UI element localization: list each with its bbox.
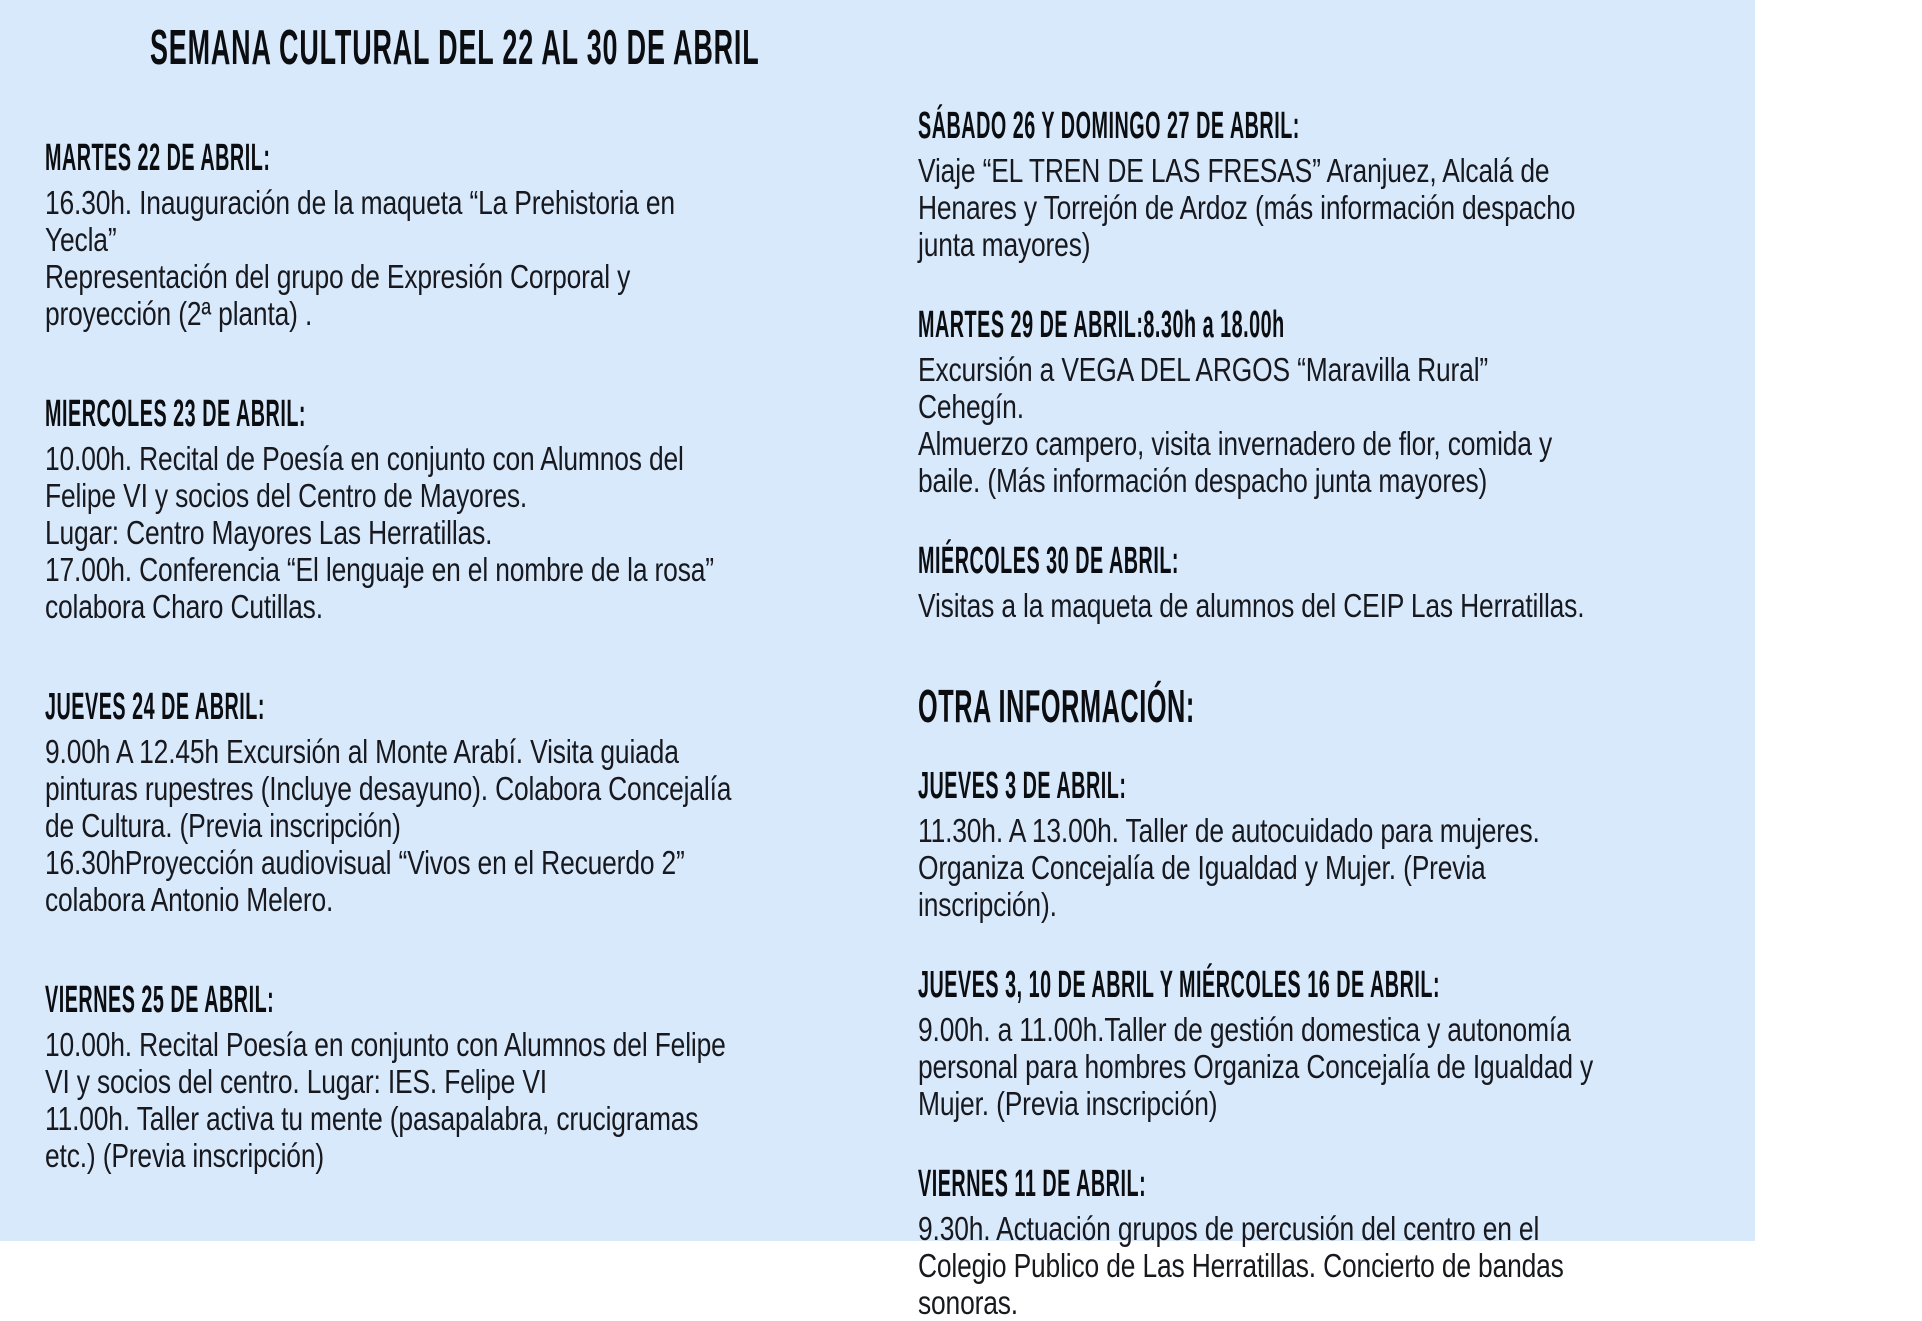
section-heading-text: VIERNES 11 DE ABRIL:: [918, 1163, 1147, 1205]
body-line: Felipe VI y socios del Centro de Mayores.: [45, 477, 528, 514]
body-line: Henares y Torrejón de Ardoz (más información despacho: [918, 189, 1576, 226]
body-line: Yecla”: [45, 221, 117, 258]
section-heading-text: MARTES 29 DE ABRIL:8.30h a 18.00h: [918, 304, 1285, 346]
section-viernes-25: [45, 979, 795, 1174]
body-line: Organiza Concejalía de Igualdad y Mujer. (Previa: [918, 849, 1486, 886]
section-body: [918, 1210, 1564, 1321]
section-body: [45, 184, 675, 332]
section-miercoles-30: [918, 540, 1718, 624]
section-heading: [918, 105, 1718, 152]
section-heading-text: JUEVES 3, 10 DE ABRIL Y MIÉRCOLES 16 DE ABRIL:: [918, 964, 1441, 1006]
section-heading-text: MIÉRCOLES 30 DE ABRIL:: [918, 540, 1180, 582]
section-body: [918, 587, 1585, 624]
section-heading-text: VIERNES 25 DE ABRIL:: [45, 979, 275, 1021]
section-sabado-26-domingo-27: [918, 105, 1718, 263]
section-heading: [918, 304, 1718, 351]
body-line: etc.) (Previa inscripción): [45, 1137, 324, 1174]
section-body: [45, 733, 732, 918]
body-line: inscripción).: [918, 886, 1057, 923]
body-line: Cehegín.: [918, 388, 1024, 425]
section-body: [918, 812, 1558, 923]
section-viernes-11: [918, 1163, 1718, 1321]
section-miercoles-23: [45, 393, 795, 625]
body-line: colabora Charo Cutillas.: [45, 588, 323, 625]
body-line: de Cultura. (Previa inscripción): [45, 807, 401, 844]
page-title-text: SEMANA CULTURAL DEL 22 AL 30 DE ABRIL: [150, 21, 760, 75]
body-line: junta mayores): [918, 226, 1091, 263]
section-heading: [918, 765, 1718, 812]
section-heading: [45, 979, 795, 1026]
section-heading: [45, 686, 795, 733]
section-heading: [918, 1163, 1718, 1210]
body-line: Mujer. (Previa inscripción): [918, 1085, 1218, 1122]
section-heading: [45, 393, 795, 440]
left-column: [45, 0, 795, 1241]
section-heading: [918, 540, 1718, 587]
body-line: colabora Antonio Melero.: [45, 881, 334, 918]
body-line: 9.00h. a 11.00h.Taller de gestión domestica y autonomía: [918, 1011, 1571, 1048]
section-heading-text: JUEVES 24 DE ABRIL:: [45, 686, 265, 728]
body-line: Viaje “EL TREN DE LAS FRESAS” Aranjuez, Alcalá de: [918, 152, 1550, 189]
body-line: Visitas a la maqueta de alumnos del CEIP Las Herratillas.: [918, 587, 1585, 624]
body-line: Representación del grupo de Expresión Corporal y: [45, 258, 631, 295]
body-line: 16.30hProyección audiovisual “Vivos en el Recuerdo 2”: [45, 844, 685, 881]
section-jueves-24: [45, 686, 795, 918]
section-body: [918, 152, 1576, 263]
section-heading: [45, 137, 795, 184]
body-line: 10.00h. Recital de Poesía en conjunto con Alumnos del: [45, 440, 684, 477]
section-martes-22: [45, 137, 795, 332]
section-heading: [918, 964, 1718, 1011]
body-line: Excursión a VEGA DEL ARGOS “Maravilla Rural”: [918, 351, 1489, 388]
body-line: VI y socios del centro. Lugar: IES. Felipe VI: [45, 1063, 547, 1100]
section-body: [45, 440, 714, 625]
body-line: 9.00h A 12.45h Excursión al Monte Arabí. Visita guiada: [45, 733, 679, 770]
body-line: 11.30h. A 13.00h. Taller de autocuidado para mujeres.: [918, 812, 1540, 849]
section-heading-text: SÁBADO 26 Y DOMINGO 27 DE ABRIL:: [918, 105, 1300, 147]
body-line: personal para hombres Organiza Concejalía de Igualdad y: [918, 1048, 1594, 1085]
section-jueves-3: [918, 765, 1718, 923]
page-title: [150, 23, 795, 85]
body-line: Almuerzo campero, visita invernadero de flor, comida y: [918, 425, 1553, 462]
section-jueves-3-10-miercoles-16: [918, 964, 1718, 1122]
body-line: sonoras.: [918, 1284, 1018, 1321]
body-line: 16.30h. Inauguración de la maqueta “La Prehistoria en: [45, 184, 675, 221]
section-heading-text: MIERCOLES 23 DE ABRIL:: [45, 393, 307, 435]
body-line: proyección (2ª planta) .: [45, 295, 313, 332]
body-line: 10.00h. Recital Poesía en conjunto con Alumnos del Felipe: [45, 1026, 726, 1063]
body-line: 11.00h. Taller activa tu mente (pasapalabra, crucigramas: [45, 1100, 699, 1137]
section-body: [918, 1011, 1594, 1122]
section-body: [45, 1026, 726, 1174]
body-line: pinturas rupestres (Incluye desayuno). Colabora Concejalía: [45, 770, 732, 807]
section-body: [918, 351, 1558, 499]
right-column: [918, 0, 1718, 1321]
body-line: Lugar: Centro Mayores Las Herratillas.: [45, 514, 493, 551]
other-info-heading: [918, 680, 1718, 738]
body-line: 17.00h. Conferencia “El lenguaje en el nombre de la rosa”: [45, 551, 714, 588]
other-info-heading-text: OTRA INFORMACIÓN:: [918, 680, 1195, 732]
section-martes-29: [918, 304, 1718, 499]
body-line: 9.30h. Actuación grupos de percusión del centro en el: [918, 1210, 1540, 1247]
body-line: Colegio Publico de Las Herratillas. Concierto de bandas: [918, 1247, 1564, 1284]
section-heading-text: JUEVES 3 DE ABRIL:: [918, 765, 1127, 807]
section-heading-text: MARTES 22 DE ABRIL:: [45, 137, 271, 179]
body-line: baile. (Más información despacho junta mayores): [918, 462, 1488, 499]
